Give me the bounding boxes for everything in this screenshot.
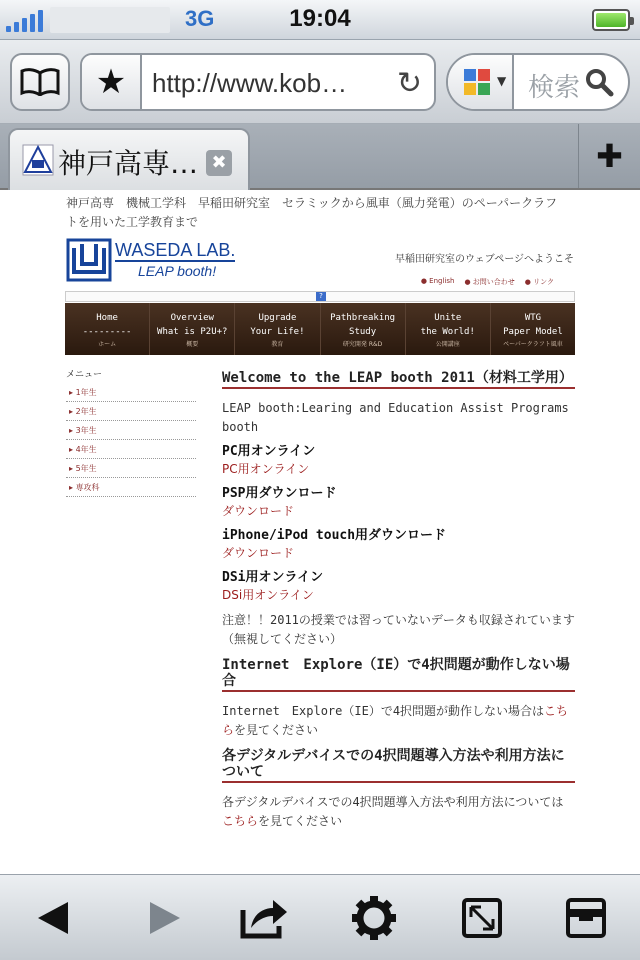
tabs-button[interactable]	[556, 893, 616, 943]
network-type: 3G	[185, 6, 215, 31]
star-icon: ★	[95, 62, 127, 102]
new-tab-button[interactable]: ✚	[578, 124, 640, 188]
gear-icon	[351, 895, 397, 941]
menu-item-year4[interactable]: ▸ 4年生	[66, 440, 196, 459]
fullscreen-button[interactable]	[452, 893, 512, 943]
note-text: 注意！！2011の授業では習っていないデータも収録されています（無視してください）	[222, 613, 575, 646]
expand-icon	[461, 897, 503, 939]
section-heading-iphone: iPhone/iPod touch用ダウンロード	[222, 528, 447, 543]
top-links	[421, 277, 554, 287]
ie-here-link[interactable]: こちら	[222, 704, 569, 737]
nav-upgrade[interactable]: Upgrade Your Life! 教育	[235, 303, 320, 355]
link-dsi-online[interactable]: DSi用オンライン	[222, 588, 314, 602]
page-title: Welcome to the LEAP booth 2011（材料工学用）	[222, 370, 575, 389]
back-button[interactable]	[24, 893, 84, 943]
nav-home[interactable]: Home --------- ホーム	[65, 303, 150, 355]
logo-name[interactable]: WASEDA LAB.	[115, 240, 236, 260]
book-icon	[20, 68, 60, 96]
menu-item-year2[interactable]: ▸ 2年生	[66, 402, 196, 421]
link-psp-download[interactable]: ダウンロード	[222, 504, 295, 518]
page-breadcrumb: 神戸高専 機械工学科 早稲田研究室 セラミックから風車（風力発電）のペーパークラフトを用いた工学教育まで	[66, 196, 558, 229]
tab-bar	[0, 124, 640, 190]
google-icon	[462, 67, 492, 97]
chevron-down-icon: ▼	[497, 74, 507, 88]
share-icon	[239, 896, 289, 940]
battery-icon	[592, 9, 630, 31]
browser-toolbar	[0, 40, 640, 124]
settings-button[interactable]	[344, 893, 404, 943]
nav-unite[interactable]: Unite the World! 公開講座	[406, 303, 491, 355]
missing-image-icon: ?	[316, 292, 326, 301]
forward-button[interactable]	[134, 893, 194, 943]
device-heading: 各デジタルデバイスでの4択問題導入方法や利用方法について	[222, 748, 575, 783]
device-here-link[interactable]: こちら	[222, 814, 259, 828]
menu-item-year1[interactable]: ▸ 1年生	[66, 383, 196, 402]
nav-overview[interactable]: Overview What is P2U+? 概要	[150, 303, 235, 355]
status-bar	[0, 0, 640, 40]
tab-active[interactable]	[8, 128, 250, 190]
nav-pathbreaking[interactable]: Pathbreaking Study 研究開発 R&D	[321, 303, 406, 355]
banner-placeholder	[65, 291, 575, 302]
section-heading-psp: PSP用ダウンロード	[222, 486, 337, 501]
waseda-lab-logo[interactable]	[66, 238, 112, 282]
intro-text: LEAP booth:Learing and Education Assist Programs booth	[222, 401, 569, 434]
menu-title: メニュー	[66, 370, 103, 380]
link-pc-online[interactable]: PC用オンライン	[222, 462, 310, 476]
main-content	[222, 370, 575, 831]
url-bar[interactable]	[80, 53, 436, 111]
reload-icon[interactable]: ↻	[396, 66, 422, 101]
section-heading-pc: PC用オンライン	[222, 444, 316, 459]
close-icon[interactable]: ✖	[206, 150, 232, 176]
web-page	[0, 190, 640, 874]
link-english[interactable]: ● English	[421, 277, 455, 287]
section-heading-dsi: DSi用オンライン	[222, 570, 324, 585]
device-text: 各デジタルデバイスでの4択問題導入方法や利用方法についてはこちらを見てください	[222, 795, 564, 828]
bookmark-star-button[interactable]	[82, 55, 142, 109]
welcome-text: 早稲田研究室のウェブページへようこそ	[395, 254, 574, 265]
bookmarks-button[interactable]	[10, 53, 70, 111]
back-arrow-icon	[34, 898, 74, 938]
ie-text: Internet Explore（IE）で4択問題が動作しない場合はこちらを見てください	[222, 704, 569, 737]
menu-item-year3[interactable]: ▸ 3年生	[66, 421, 196, 440]
search-engine-selector[interactable]	[448, 55, 514, 109]
tab-title: 神戸高専…	[58, 147, 199, 180]
sidebar-menu	[66, 367, 196, 497]
menu-item-advanced[interactable]: ▸ 専攻科	[66, 478, 196, 497]
search-icon[interactable]	[584, 67, 614, 97]
tabs-icon	[565, 897, 607, 939]
link-contact[interactable]: ● お問い合わせ	[464, 277, 514, 287]
status-time: 19:04	[289, 5, 351, 32]
favicon-icon	[22, 144, 54, 176]
menu-item-year5[interactable]: ▸ 5年生	[66, 459, 196, 478]
forward-arrow-icon	[144, 898, 184, 938]
share-button[interactable]	[234, 893, 294, 943]
main-nav	[65, 303, 575, 355]
url-field[interactable]: http://www.kob…	[152, 68, 348, 98]
bottom-toolbar	[0, 874, 640, 960]
search-bar[interactable]	[446, 53, 630, 111]
link-links[interactable]: ● リンク	[525, 277, 554, 287]
link-iphone-download[interactable]: ダウンロード	[222, 546, 295, 560]
logo-subtitle: LEAP booth!	[138, 263, 217, 279]
nav-wtg[interactable]: WTG Paper Model ペーパークラフト風車	[503, 313, 563, 348]
ie-heading: Internet Explore（IE）で4択問題が動作しない場合	[222, 657, 575, 692]
search-input[interactable]: 検索	[528, 72, 581, 102]
